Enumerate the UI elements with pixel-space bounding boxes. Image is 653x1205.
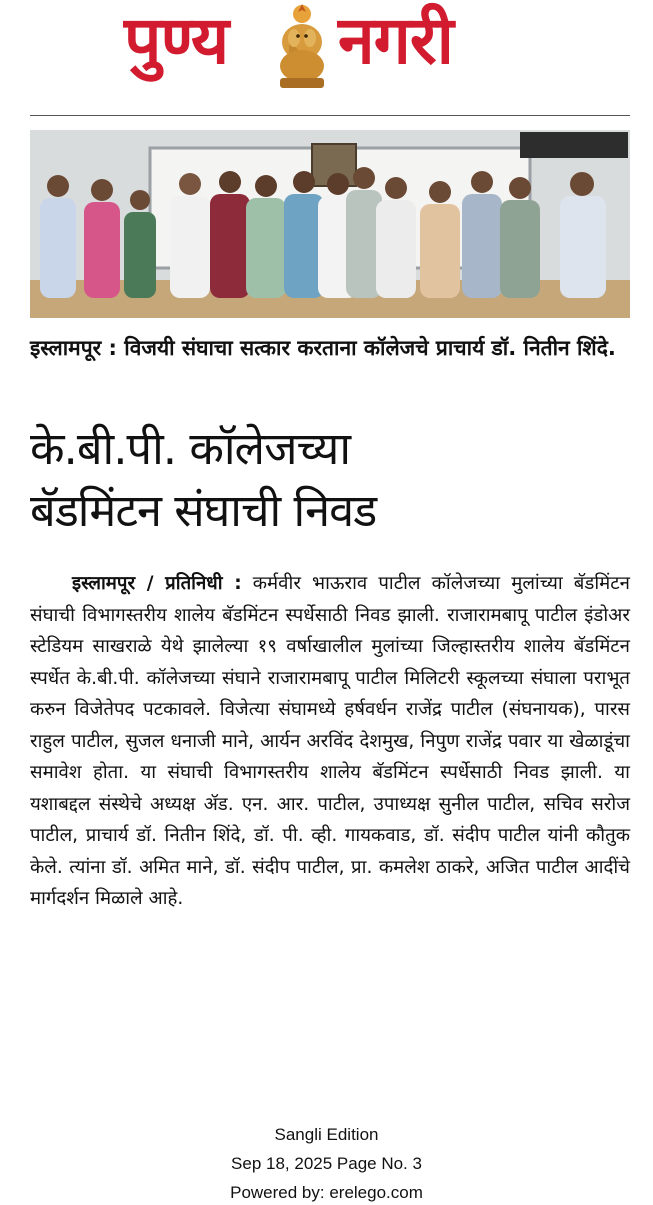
article-headline	[30, 418, 630, 542]
headline-line-1: के.बी.पी. कॉलेजच्या	[30, 422, 351, 475]
masthead-title-left: पुण्य	[124, 2, 229, 79]
article-text: कर्मवीर भाऊराव पाटील कॉलेजच्या मुलांच्या बॅडमिंटन संघाची विभागस्तरीय शालेय बॅडमिंटन स्पर्धेसाठी निवड झाली. राजारामबापू पाटील इंडोअर स्टेडियम साखराळे येथे झालेल्या १९ वर्षाखालील मुलांच्या जिल्हास्तरीय शालेय बॅडमिंटन स्पर्धेत के.बी.पी. कॉलेजच्या संघाने राजारामबापू पाटील मिलिटरी स्कूलच्या संघाला पराभूत करुन विजेतेपद पटकावले. विजेत्या संघामध्ये हर्षवर्धन राजेंद्र पाटील (संघनायक), पारस राहुल पाटील, सुजल धनाजी माने, आर्यन अरविंद देशमुख, निपुण राजेंद्र पवार या खेळाडूंचा समावेश होता. या संघाची विभागस्तरीय शालेय बॅडमिंटन स्पर्धेसाठी निवड झाली. या यशाबद्दल संस्थेचे अध्यक्ष ॲड. एन. आर. पाटील, उपाध्यक्ष सुनील पाटील, सचिव सरोज पाटील, प्राचार्य डॉ. नितीन शिंदे, डॉ. पी. व्ही. गायकवाड, डॉ. संदीप पाटील यांनी कौतुक केले. त्यांना डॉ. अमित माने, डॉ. संदीप पाटील, प्रा. कमलेश ठाकरे, अजित पाटील आदींचे मार्गदर्शन मिळाले आहे.	[30, 573, 630, 909]
date-page-label: Sep 18, 2025 Page No. 3	[231, 1154, 422, 1173]
article-dateline: इस्लामपूर / प्रतिनिधी :	[72, 573, 242, 594]
photo-caption: इस्लामपूर : विजयी संघाचा सत्कार करताना कॉलेजचे प्राचार्य डॉ. नितीन शिंदे.	[30, 336, 616, 360]
edition-label: Sangli Edition	[274, 1125, 379, 1144]
group-photo-illustration	[30, 130, 630, 318]
article-body	[30, 568, 630, 915]
headline-line-2: बॅडमिंटन संघाची निवड	[30, 484, 377, 537]
ganesha-logo-icon	[270, 2, 334, 90]
masthead-title-right: नगरी	[338, 2, 453, 79]
page-footer	[0, 1120, 653, 1205]
group-photo	[30, 130, 630, 318]
masthead	[0, 0, 653, 112]
powered-by-label: Powered by: erelego.com	[230, 1183, 423, 1202]
masthead-divider	[30, 115, 630, 116]
